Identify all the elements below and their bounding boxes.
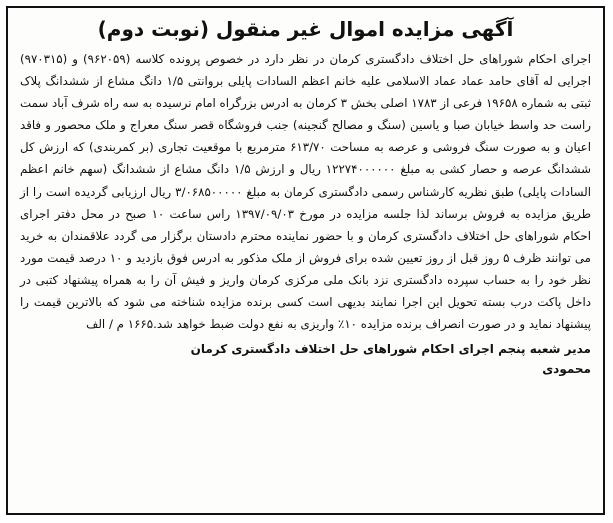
notice-body: اجرای احکام شوراهای حل اختلاف دادگستری کرمان در نظر دارد در خصوص پرونده کلاسه (۹۶۲۰۵۹) و (۹۷۰۳۱۵) اجرایی له آقای حامد عماد عماد الاسلامی علیه خانم اعظم السادات پایلی بروانتی ۱/۵ دانگ مشاع از ششدانگ پلاک ثبتی به شماره ۱۹۶۵۸ فرعی از ۱۷۸۳ اصلی بخش ۳ کرمان به ادرس بزرگراه امام نرسیده به سه راه شرف آباد سمت راست حد واسط خیابان صبا و یاسین (سنگ و مصالح گنجینه) جنب فروشگاه قصر سنگ معراج و ملک محصور و فاقد اعیان و به صورت سنگ فروشی و عرصه به مساحت ۶۱۳/۷۰ مترمربع با موقعیت تجاری (بر کمربندی) که ارزش کل ششدانگ عرصه و حصار کشی به مبلغ ۱۲۲۷۴۰۰۰۰۰۰ ریال و ارزش ۱/۵ دانگ مشاع از ششدانگ (سهم خانم اعظم السادات پایلی) طبق نظریه کارشناس رسمی دادگستری کرمان به مبلغ ۳/۰۶۸۵۰۰۰۰۰ ریال ارزیابی گردیده است را از طریق مزایده به فروش برساند لذا جلسه مزایده در مورخ ۱۳۹۷/۰۹/۰۳ راس ساعت ۱۰ صبح در محل دفتر اجرای احکام شوراهای حل اختلاف دادگستری کرمان و با حضور نماینده محترم دادستان برگزار می گردد علاقمندان به خرید می توانند ظرف ۵ روز قبل از روز تعیین شده برای فروش از ملک مذکور به ادرس فوق بازدید و ۱۰ درصد قیمت مورد نظر خود را به حساب سپرده دادگستری نزد بانک ملی مرکزی کرمان واریز و فیش آن را به همراه پیشنهاد کتبی در داخل پاکت درب بسته تحویل این اجرا نمایند بدیهی است کسی برنده مزایده شناخته می شود که بالاترین قیمت را پیشنهاد نماید و در صورت انصراف برنده مزایده ۱۰٪ واریزی به نفع دولت ضبط خواهد شد.۱۶۶۵ م / الف [20, 52, 592, 332]
notice-title: آگهی مزایده اموال غیر منقول (نوبت دوم) [97, 17, 514, 41]
signature-name: محمودی [542, 362, 591, 377]
signature-title: مدیر شعبه پنجم اجرای احکام شوراهای حل اختلاف دادگستری کرمان [190, 342, 591, 357]
notice-frame [6, 6, 605, 515]
notice-content [20, 14, 591, 379]
signature-block [20, 339, 591, 379]
